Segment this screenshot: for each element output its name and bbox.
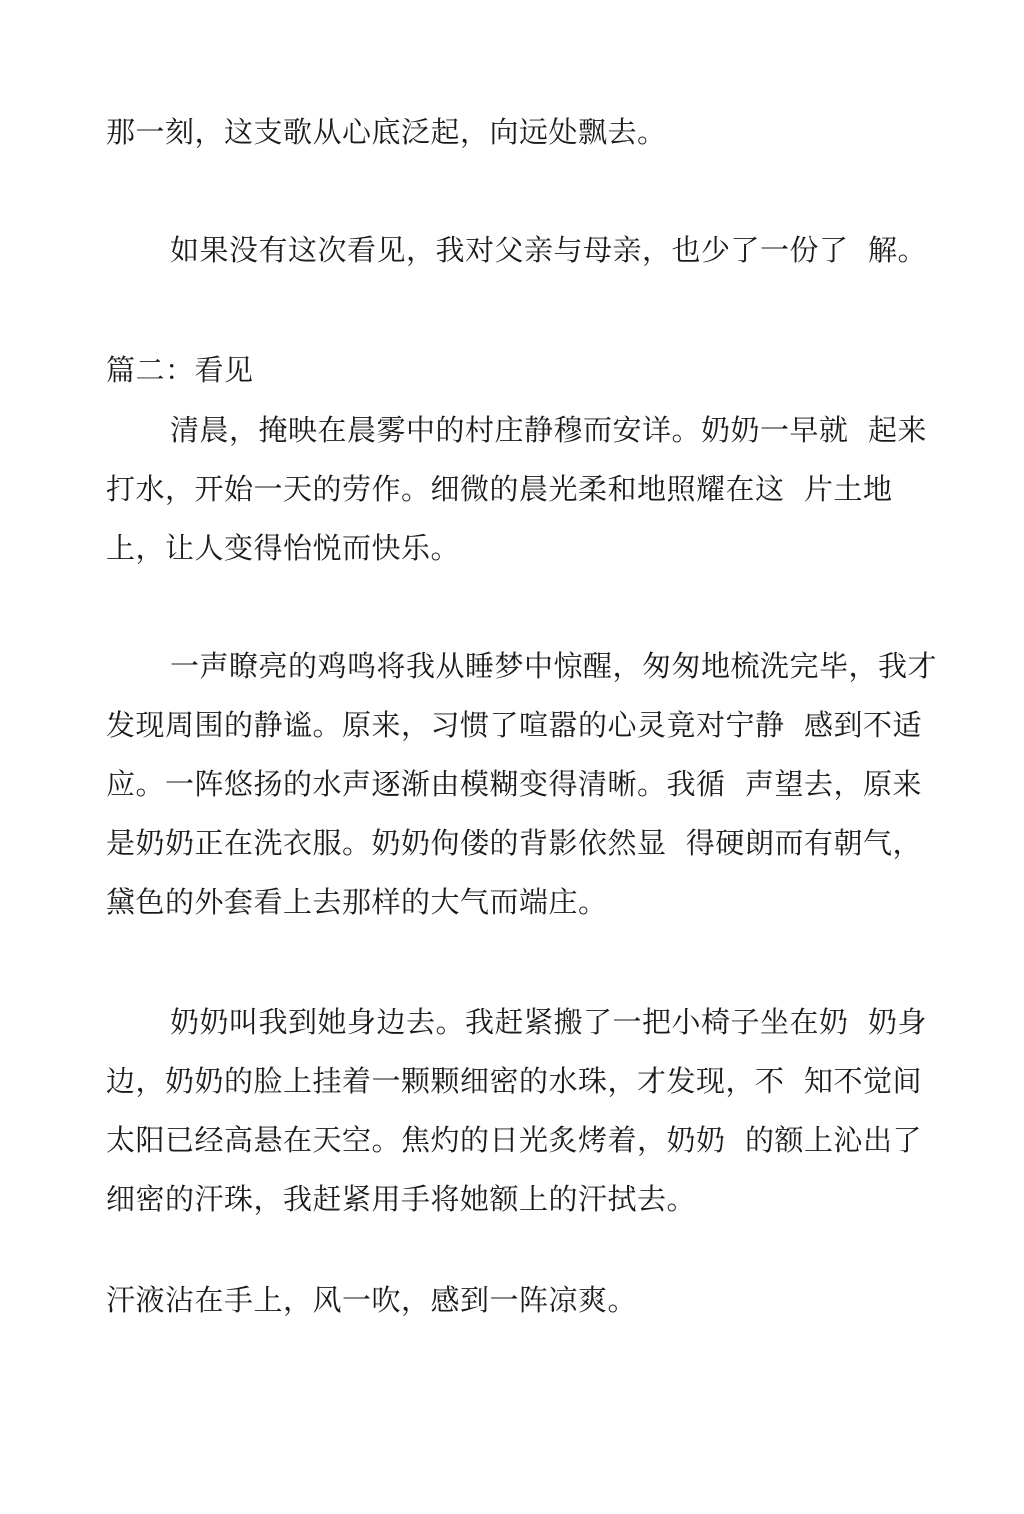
text-line-9: 是奶奶正在洗衣服。奶奶佝偻的背影依然显 得硬朗而有朝气，: [106, 826, 922, 860]
text-line-1: 那一刻，这支歌从心底泛起，向远处飘去。: [106, 115, 667, 149]
text-line-11: 奶奶叫我到她身边去。我赶紧搬了一把小椅子坐在奶 奶身: [170, 1005, 927, 1039]
text-line-4: 打水，开始一天的劳作。细微的晨光柔和地照耀在这 片土地: [106, 472, 893, 506]
text-line-8: 应。一阵悠扬的水声逐渐由模糊变得清晰。我循 声望去，原来: [106, 767, 922, 801]
text-line-3: 清晨，掩映在晨雾中的村庄静穆而安详。奶奶一早就 起来: [170, 413, 927, 447]
text-line-2: 如果没有这次看见，我对父亲与母亲，也少了一份了 解。: [170, 233, 927, 267]
text-line-6: 一声瞭亮的鸡鸣将我从睡梦中惊醒，匆匆地梳洗完毕，我才: [170, 649, 938, 683]
text-line-7: 发现周围的静谧。原来，习惯了喧嚣的心灵竟对宁静 感到不适: [106, 708, 922, 742]
text-line-13: 太阳已经高悬在天空。焦灼的日光炙烤着，奶奶 的额上沁出了: [106, 1123, 922, 1157]
text-line-14: 细密的汗珠，我赶紧用手将她额上的汗拭去。: [106, 1182, 697, 1216]
section-heading: 篇二：看见: [106, 353, 254, 387]
text-line-15: 汗液沾在手上，风一吹，感到一阵凉爽。: [106, 1283, 638, 1317]
text-line-5: 上，让人变得怡悦而快乐。: [106, 531, 461, 565]
text-line-12: 边，奶奶的脸上挂着一颗颗细密的水珠，才发现，不 知不觉间: [106, 1064, 922, 1098]
text-line-10: 黛色的外套看上去那样的大气而端庄。: [106, 885, 608, 919]
